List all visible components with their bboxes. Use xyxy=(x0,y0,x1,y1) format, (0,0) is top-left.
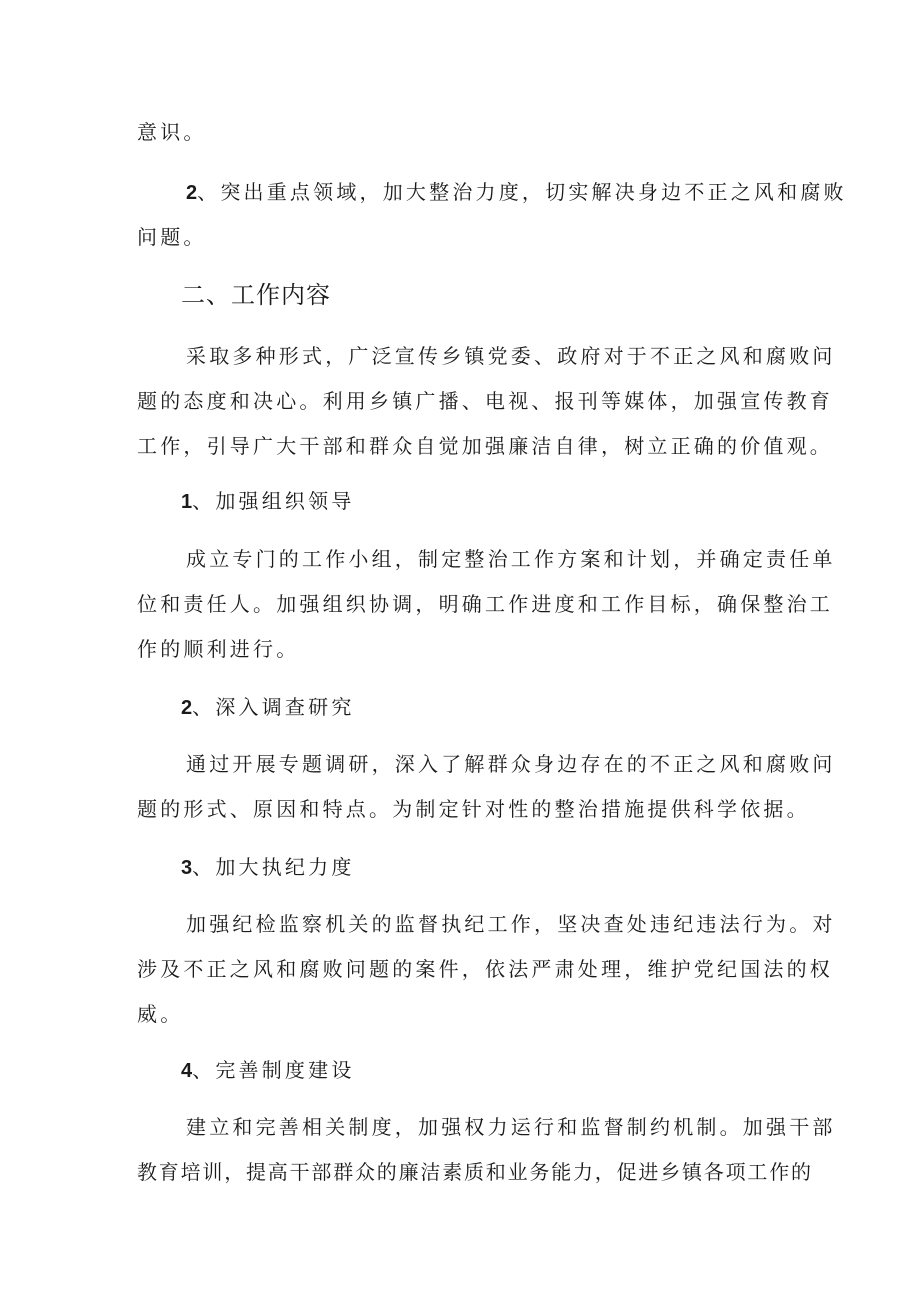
paragraph-line: 通过开展专题调研，深入了解群众身边存在的不正之风和腐败问 xyxy=(186,752,836,776)
item-number: 4 xyxy=(181,1060,193,1082)
paragraph-line: 工作，引导广大干部和群众自觉加强廉洁自律，树立正确的价值观。 xyxy=(137,434,833,458)
item-number: 1 xyxy=(181,491,193,513)
subheading: 3、加大执纪力度 xyxy=(181,855,355,879)
subheading: 1、加强组织领导 xyxy=(181,489,355,513)
item-number: 2 xyxy=(186,182,198,204)
paragraph-line: 题的形式、原因和特点。为制定针对性的整治措施提供科学依据。 xyxy=(137,797,810,821)
paragraph-line: 加强纪检监察机关的监督执纪工作，坚决查处违纪违法行为。对 xyxy=(186,912,836,936)
paragraph-line: 意识。 xyxy=(137,120,207,144)
paragraph-line: 位和责任人。加强组织协调，明确工作进度和工作目标，确保整治工 xyxy=(137,592,833,616)
item-line: 问题。 xyxy=(137,225,207,249)
subheading: 4、完善制度建设 xyxy=(181,1058,355,1082)
item-line: 2、突出重点领域，加大整治力度，切实解决身边不正之风和腐败 xyxy=(186,180,847,204)
paragraph-line: 威。 xyxy=(137,1002,184,1026)
paragraph-line: 教育培训，提高干部群众的廉洁素质和业务能力，促进乡镇各项工作的 xyxy=(137,1160,813,1184)
paragraph-line: 建立和完善相关制度，加强权力运行和监督制约机制。加强干部 xyxy=(186,1115,836,1139)
section-heading: 二、工作内容 xyxy=(181,281,331,309)
paragraph-line: 作的顺利进行。 xyxy=(137,637,300,661)
paragraph-line: 题的态度和决心。利用乡镇广播、电视、报刊等媒体，加强宣传教育 xyxy=(137,389,833,413)
paragraph-line: 成立专门的工作小组，制定整治工作方案和计划，并确定责任单 xyxy=(186,547,836,571)
item-number: 2 xyxy=(181,697,193,719)
item-number: 3 xyxy=(181,857,193,879)
paragraph-line: 采取多种形式，广泛宣传乡镇党委、政府对于不正之风和腐败问 xyxy=(186,344,836,368)
subheading: 2、深入调查研究 xyxy=(181,695,355,719)
paragraph-line: 涉及不正之风和腐败问题的案件，依法严肃处理，维护党纪国法的权 xyxy=(137,957,833,981)
